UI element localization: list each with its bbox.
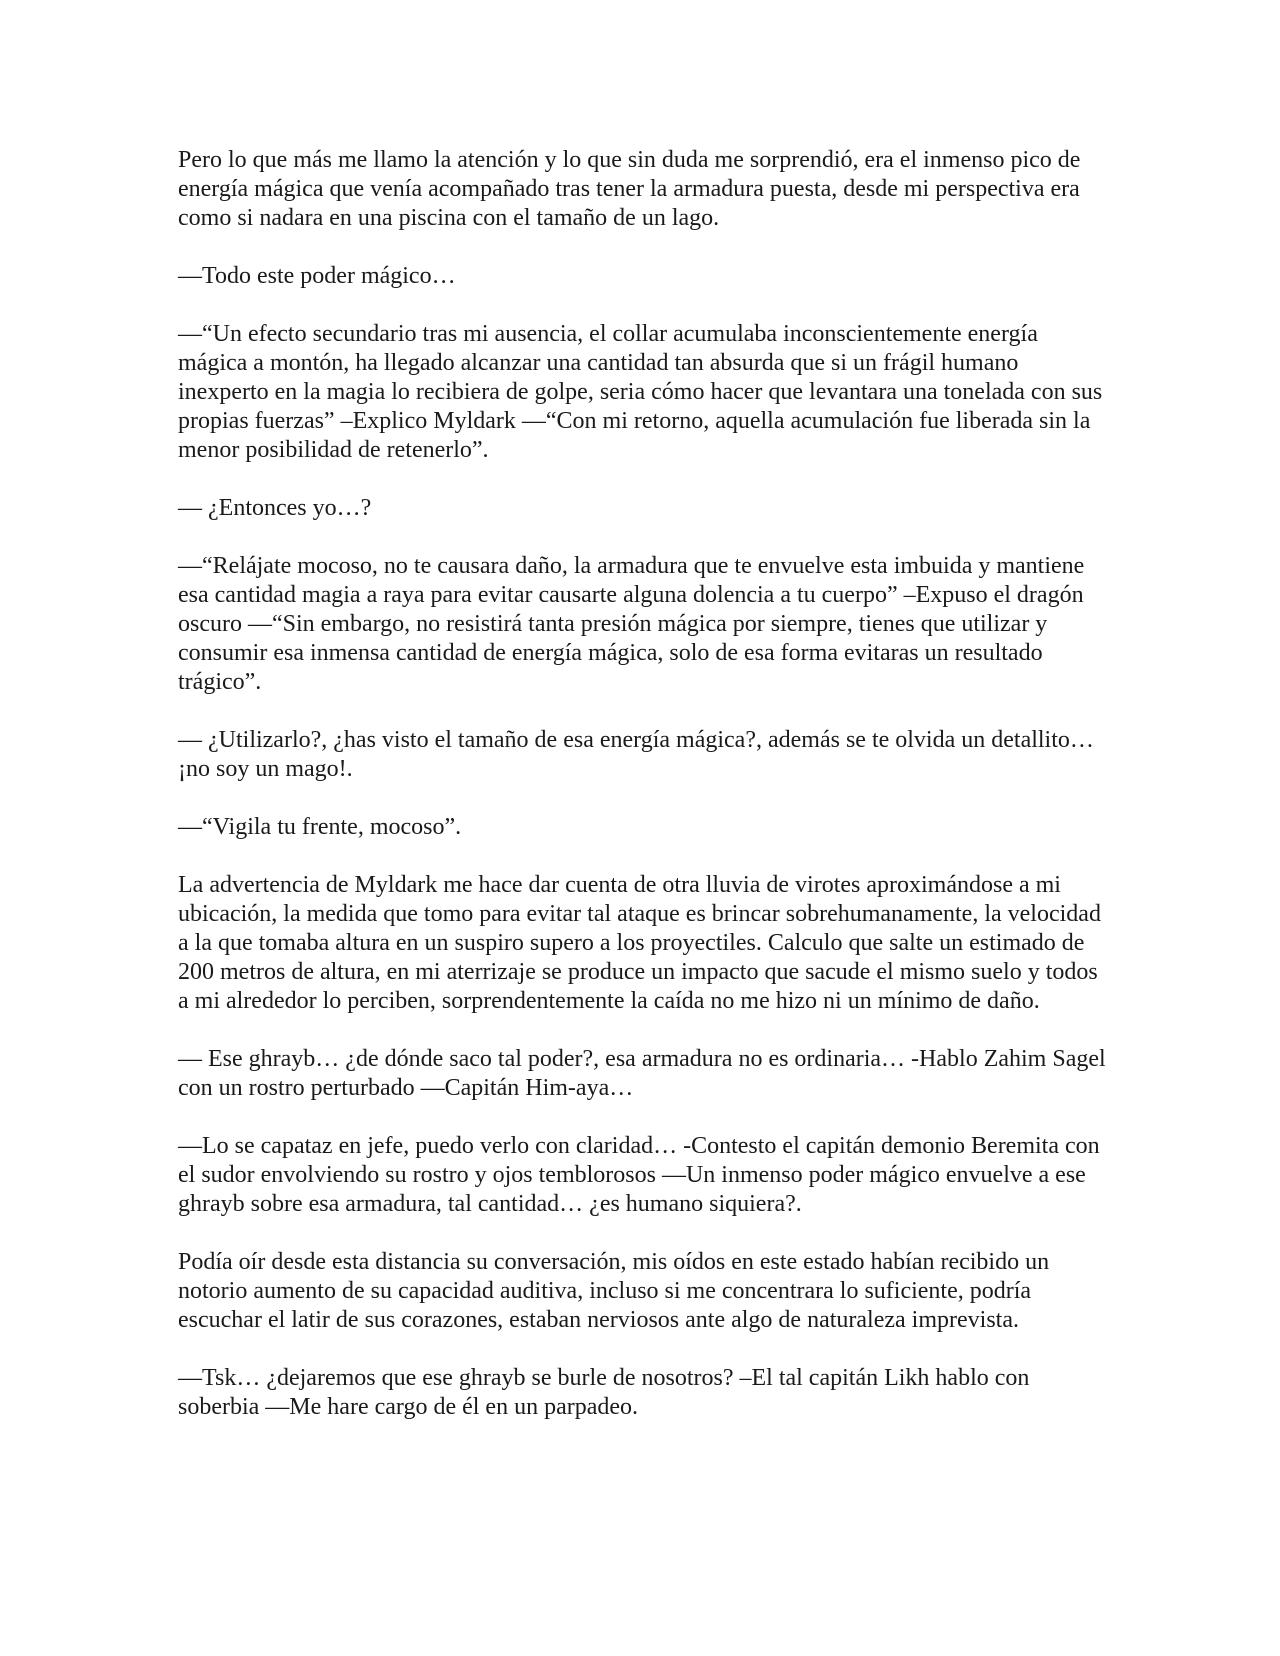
paragraph: —“Vigila tu frente, mocoso”. xyxy=(178,814,462,840)
paragraph: — Ese ghrayb… ¿de dónde saco tal poder?, esa armadura no es ordinaria… -Hablo Zahim Sagel con un rostro perturbado —Capitán Him-aya… xyxy=(178,1046,1106,1101)
paragraph: Pero lo que más me llamo la atención y lo que sin duda me sorprendió, era el inmenso pico de energía mágica que venía acompañado tras tener la armadura puesta, desde mi perspectiva era como si nadara en una piscina con el tamaño de un lago. xyxy=(178,147,1081,231)
paragraph: —Todo este poder mágico… xyxy=(178,263,456,289)
paragraph: —“Relájate mocoso, no te causara daño, la armadura que te envuelve esta imbuida y mantiene esa cantidad magia a raya para evitar causarte alguna dolencia a tu cuerpo” –Expuso el dragón oscuro —“Sin embargo, no resistirá tanta presión mágica por siempre, tienes que utilizar y consumir esa inmensa cantidad de energía mágica, solo de esa forma evitaras un resultado trágico”. xyxy=(178,553,1085,695)
paragraph: —Lo se capataz en jefe, puedo verlo con claridad… -Contesto el capitán demonio Beremita con el sudor envolviendo su rostro y ojos temblorosos —Un inmenso poder mágico envuelve a ese ghrayb sobre esa armadura, tal cantidad… ¿es humano siquiera?. xyxy=(178,1133,1100,1217)
paragraph: —“Un efecto secundario tras mi ausencia, el collar acumulaba inconscientemente energía mágica a montón, ha llegado alcanzar una cantidad tan absurda que si un frágil humano inexperto en la magia lo recibiera de golpe, seria cómo hacer que levantara una tonelada con sus propias fuerzas” –Explico Myldark —“Con mi retorno, aquella acumulación fue liberada sin la menor posibilidad de retenerlo”. xyxy=(178,321,1103,463)
paragraph: —Tsk… ¿dejaremos que ese ghrayb se burle de nosotros? –El tal capitán Likh hablo con soberbia —Me hare cargo de él en un parpadeo. xyxy=(178,1365,1030,1420)
paragraph: — ¿Entonces yo…? xyxy=(178,495,372,521)
paragraph: Podía oír desde esta distancia su conversación, mis oídos en este estado habían recibido un notorio aumento de su capacidad auditiva, incluso si me concentrara lo suficiente, podría escuchar el latir de sus corazones, estaban nerviosos ante algo de naturaleza imprevista. xyxy=(178,1249,1050,1333)
paragraph: — ¿Utilizarlo?, ¿has visto el tamaño de esa energía mágica?, además se te olvida un detallito… ¡no soy un mago!. xyxy=(178,727,1094,782)
paragraph: La advertencia de Myldark me hace dar cuenta de otra lluvia de virotes aproximándose a mi ubicación, la medida que tomo para evitar tal ataque es brincar sobrehumanamente, la velocidad a la que tomaba altura en un suspiro supero a los proyectiles. Calculo que salte un estimado de 200 metros de altura, en mi aterrizaje se produce un impacto que sacude el mismo suelo y todos a mi alrededor lo perciben, sorprendentemente la caída no me hizo ni un mínimo de daño. xyxy=(178,872,1101,1014)
document-page xyxy=(178,146,1113,1451)
